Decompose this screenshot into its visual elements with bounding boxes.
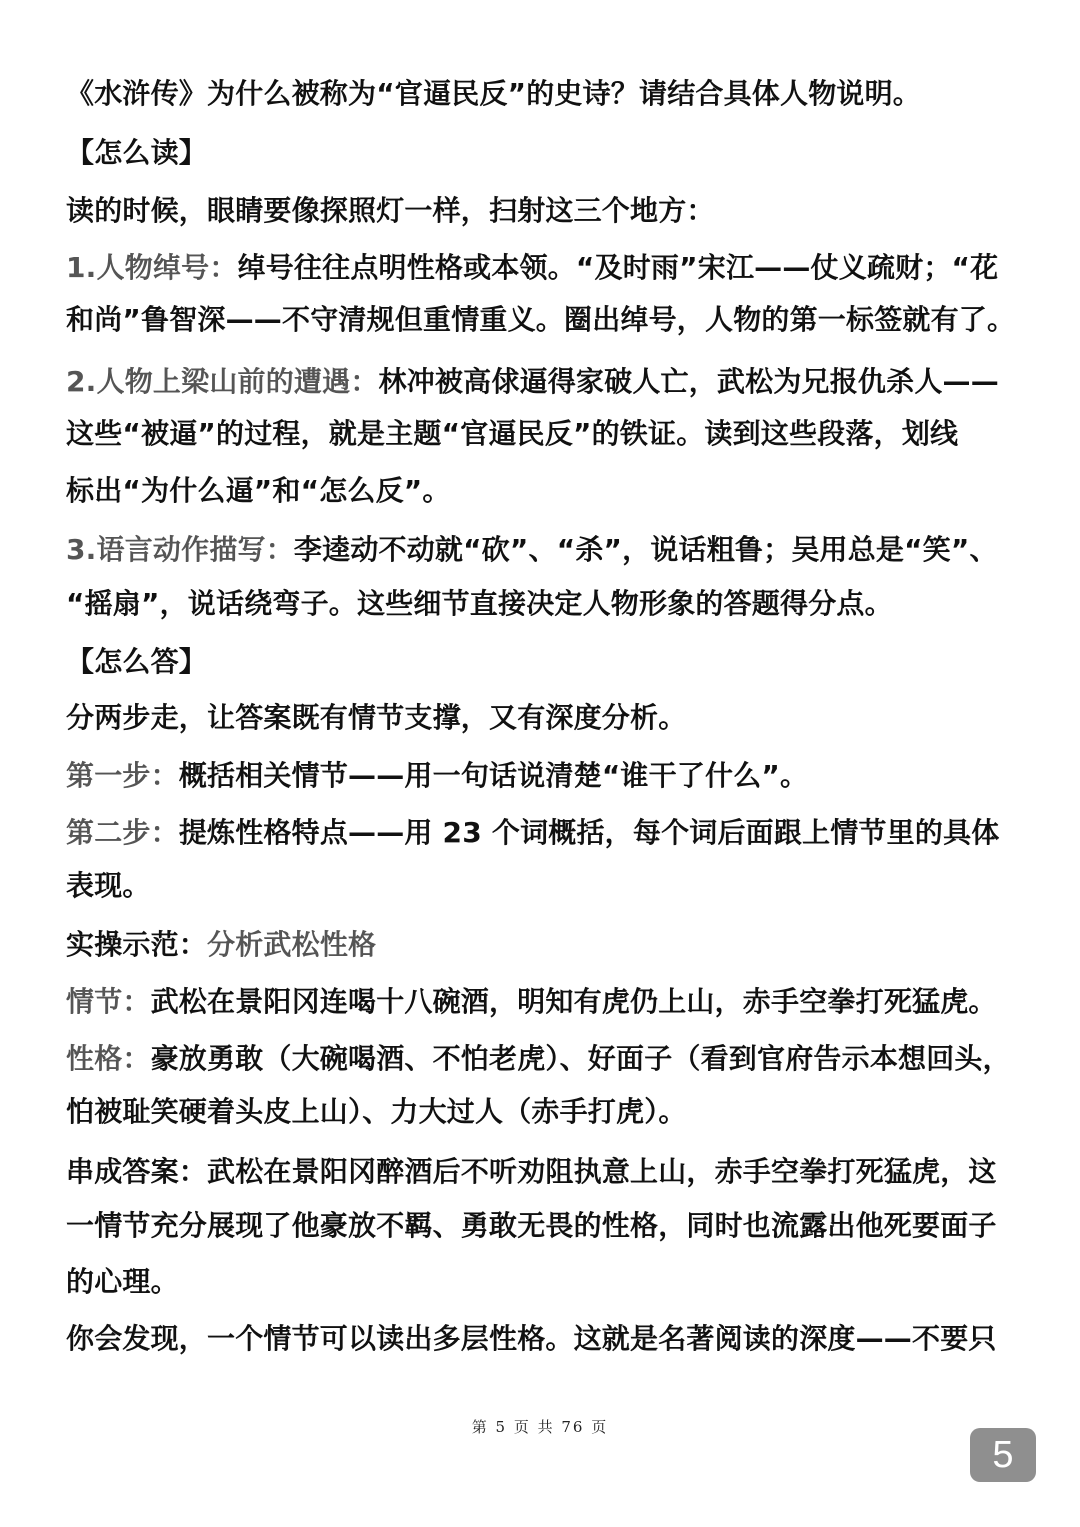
plot-text: 武松在景阳冈连喝十八碗酒，明知有虎仍上山，赤手空拳打死猛虎。 [150,985,997,1018]
character-label: 性格： [66,1042,151,1075]
point-language-label: 3.语言动作描写： [66,533,294,566]
point-nickname [66,250,1026,286]
step-one-text: 概括相关情节——用一句话说清楚“谁干了什么”。 [178,759,809,792]
plot-label: 情节： [66,985,151,1018]
demo-label: 实操示范： [66,928,208,961]
page-number-badge[interactable]: 5 [970,1428,1036,1482]
point-language-text: 李逵动不动就“砍”、“杀”，说话粗鲁；吴用总是“笑”、 [293,533,998,566]
character-line-cont: 怕被耻笑硬着头皮上山）、力大过人（赤手打虎）。 [66,1095,687,1128]
point-language-cont: “摇扇”，说话绕弯子。这些细节直接决定人物形象的答题得分点。 [66,587,893,620]
section-heading-how-to-answer: 【怎么答】 [66,645,208,678]
point-experience [66,364,1026,400]
answer-label: 串成答案： [66,1155,208,1188]
step-two-label: 第二步： [66,816,179,849]
step-one-label: 第一步： [66,759,179,792]
plot-line [66,984,1026,1020]
answer-line [66,1154,1026,1190]
point-experience-text: 林冲被高俅逼得家破人亡，武松为兄报仇杀人—— [378,365,999,398]
point-nickname-cont: 和尚”鲁智深——不守清规但重情重义。圈出绰号，人物的第一标签就有了。 [66,303,1016,336]
read-intro: 读的时候，眼睛要像探照灯一样，扫射这三个地方： [66,194,715,227]
section-heading-how-to-read: 【怎么读】 [66,136,208,169]
question-title: 《水浒传》为什么被称为“官逼民反”的史诗？请结合具体人物说明。 [66,77,922,110]
point-nickname-label: 1.人物绰号： [66,251,238,284]
character-text: 豪放勇敢（大碗喝酒、不怕老虎）、好面子（看到官府告示本想回头， [150,1042,1011,1075]
point-nickname-text: 绰号往往点明性格或本领。“及时雨”宋江——仗义疏财；“花 [237,251,999,284]
demo-line [66,927,1026,963]
step-two-cont: 表现。 [66,869,151,902]
page-footer: 第 5 页 共 76 页 [471,1418,609,1436]
point-experience-label: 2.人物上梁山前的遭遇： [66,365,379,398]
answer-intro: 分两步走，让答案既有情节支撑，又有深度分析。 [66,701,687,734]
step-two-text: 提炼性格特点——用 23 个词概括，每个词后面跟上情节里的具体 [178,816,1000,849]
point-language [66,532,1026,568]
point-experience-cont-1: 这些“被逼”的过程，就是主题“官逼民反”的铁证。读到这些段落，划线 [66,417,959,450]
step-one [66,758,1026,794]
answer-line-cont-2: 的心理。 [66,1265,179,1298]
answer-line-cont-1: 一情节充分展现了他豪放不羁、勇敢无畏的性格，同时也流露出他死要面子 [66,1209,997,1242]
step-two [66,815,1026,851]
answer-text: 武松在景阳冈醉酒后不听劝阻执意上山，赤手空拳打死猛虎，这 [207,1155,997,1188]
conclusion-line: 你会发现，一个情节可以读出多层性格。这就是名著阅读的深度——不要只 [66,1322,997,1355]
demo-text: 分析武松性格 [207,928,377,961]
point-experience-cont-2: 标出“为什么逼”和“怎么反”。 [66,474,451,507]
character-line [66,1041,1026,1077]
